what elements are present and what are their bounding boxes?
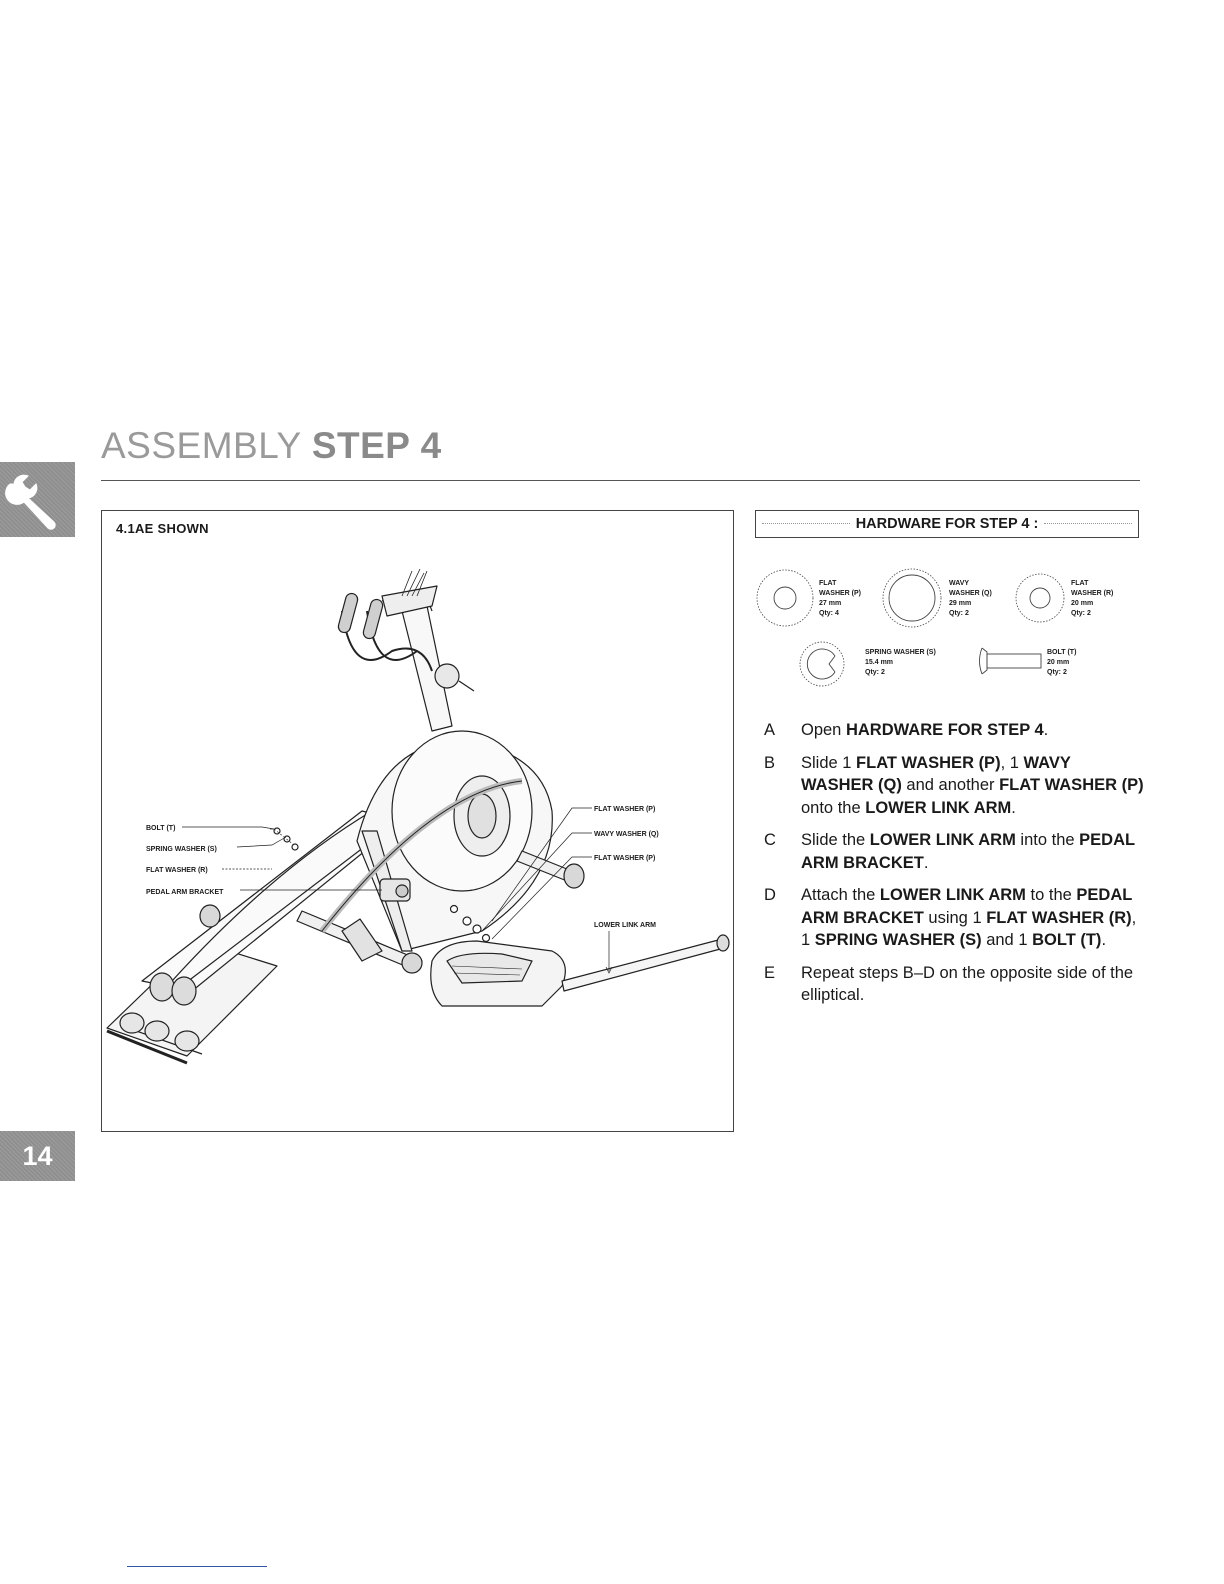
callout-spring-washer: SPRING WASHER (S) <box>146 846 217 853</box>
wavy-washer-q-icon <box>889 575 935 621</box>
step-b <box>764 752 1144 820</box>
spring-washer-s-icon <box>807 649 835 679</box>
svg-text:BOLT (T): BOLT (T) <box>1047 649 1077 656</box>
svg-text:WASHER (P): WASHER (P) <box>819 590 861 597</box>
step-letter: B <box>764 753 776 772</box>
assembly-diagram-panel <box>101 510 734 1132</box>
callout-pedal-arm-bracket: PEDAL ARM BRACKET <box>146 889 224 896</box>
wrench-icon <box>0 462 75 537</box>
callout-bolt: BOLT (T) <box>146 825 176 832</box>
footer-line <box>127 1566 267 1567</box>
page-number: 14 <box>22 1140 53 1171</box>
callout-wavy-washer: WAVY WASHER (Q) <box>594 831 659 838</box>
svg-text:Qty: 2: Qty: 2 <box>1071 610 1091 617</box>
hardware-header: HARDWARE FOR STEP 4 : <box>755 510 1139 538</box>
page-title: ASSEMBLY STEP 4 <box>101 425 442 466</box>
svg-text:20 mm: 20 mm <box>1071 600 1094 607</box>
elliptical-diagram <box>102 511 735 1133</box>
svg-text:27 mm: 27 mm <box>819 600 842 607</box>
step-text: Attach the LOWER LINK ARM to the PEDAL ARM BRACKET using 1 FLAT WASHER (R), 1 SPRING WASHER (S) and 1 BOLT (T). <box>801 886 1137 949</box>
callout-flat-washer-p-top: FLAT WASHER (P) <box>594 806 656 813</box>
bolt-t-icon <box>980 648 1042 674</box>
step-a <box>764 719 1144 742</box>
step-d <box>764 884 1144 952</box>
svg-text:SPRING WASHER (S): SPRING WASHER (S) <box>865 649 936 656</box>
svg-text:20 mm: 20 mm <box>1047 659 1070 666</box>
svg-text:WASHER (R): WASHER (R) <box>1071 590 1114 597</box>
svg-text:WAVY: WAVY <box>949 580 970 587</box>
svg-text:Qty: 2: Qty: 2 <box>949 610 969 617</box>
step-letter: E <box>764 963 776 982</box>
hardware-illustrations <box>755 560 1139 690</box>
flat-washer-r-icon <box>1030 588 1050 608</box>
svg-text:15.4 mm: 15.4 mm <box>865 659 894 666</box>
model-shown-label: 4.1AE SHOWN <box>116 521 209 536</box>
svg-text:29 mm: 29 mm <box>949 600 972 607</box>
step-text: Open HARDWARE FOR STEP 4. <box>801 721 1049 739</box>
step-e <box>764 962 1144 1007</box>
svg-text:Qty: 2: Qty: 2 <box>1047 669 1067 676</box>
step-letter: C <box>764 831 776 849</box>
step-letter: A <box>764 721 776 739</box>
step-c <box>764 829 1144 874</box>
instruction-steps <box>764 719 1144 1017</box>
step-text: Slide the LOWER LINK ARM into the PEDAL ARM BRACKET. <box>801 831 1135 872</box>
svg-text:FLAT: FLAT <box>819 580 837 587</box>
svg-text:Qty: 4: Qty: 4 <box>819 610 839 617</box>
step-text: Slide 1 FLAT WASHER (P), 1 WAVY WASHER (Q) and another FLAT WASHER (P) onto the LOWER LINK ARM. <box>801 753 1144 817</box>
title-divider <box>101 480 1140 481</box>
svg-text:Qty: 2: Qty: 2 <box>865 669 885 676</box>
flat-washer-p-icon <box>774 587 796 609</box>
callout-flat-washer-r: FLAT WASHER (R) <box>146 867 208 874</box>
svg-text:WASHER (Q): WASHER (Q) <box>949 590 992 597</box>
step-letter: D <box>764 886 776 904</box>
callout-flat-washer-p-bottom: FLAT WASHER (P) <box>594 855 656 862</box>
svg-text:FLAT: FLAT <box>1071 580 1089 587</box>
callout-lower-link-arm: LOWER LINK ARM <box>594 922 656 929</box>
tools-tab <box>0 462 75 537</box>
step-text: Repeat steps B–D on the opposite side of the elliptical. <box>801 963 1134 1004</box>
